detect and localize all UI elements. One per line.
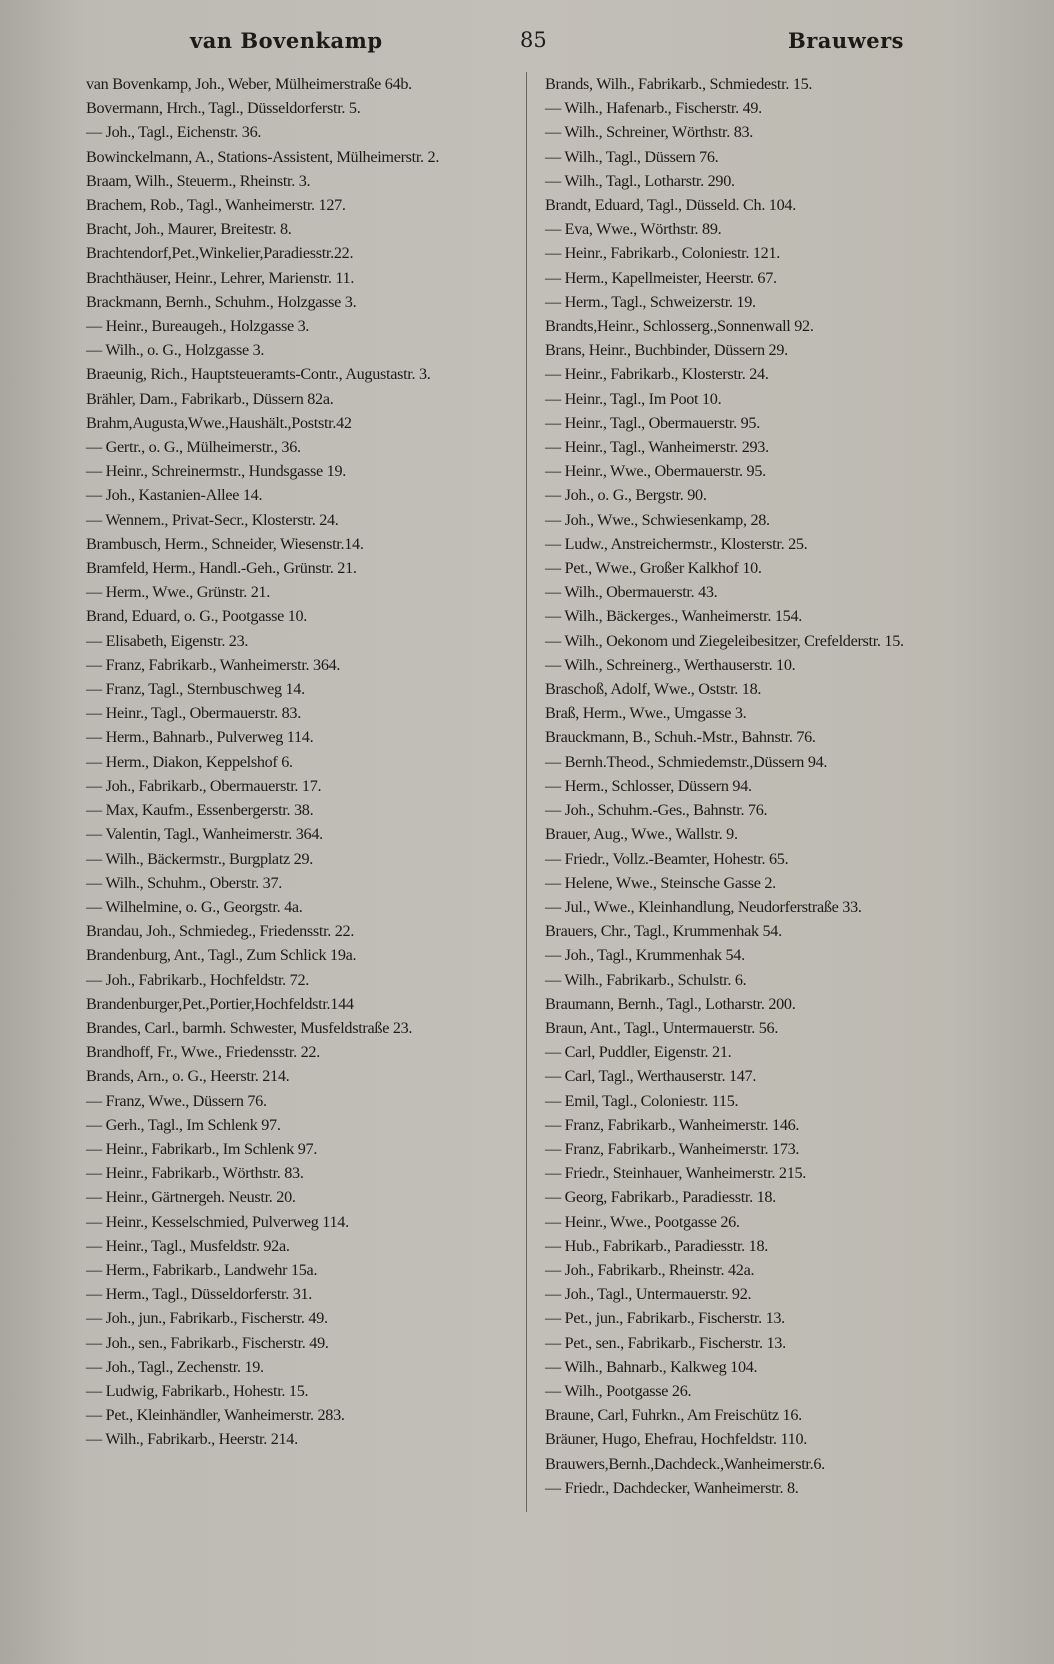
directory-entry: — Wilh., Tagl., Lotharstr. 290. bbox=[545, 171, 735, 190]
directory-entry: — Gertr., o. G., Mülheimerstr., 36. bbox=[86, 438, 301, 457]
directory-entry: Brandes, Carl., barmh. Schwester, Musfeldstraße 23. bbox=[86, 1018, 413, 1037]
directory-entry: — Joh., Schuhm.-Ges., Bahnstr. 76. bbox=[545, 801, 768, 820]
directory-entry: Brambusch, Herm., Schneider, Wiesenstr.14. bbox=[86, 534, 364, 553]
directory-entry: — Heinr., Schreinermstr., Hundsgasse 19. bbox=[86, 462, 347, 481]
directory-entry: Brauers, Chr., Tagl., Krummenhak 54. bbox=[545, 922, 782, 941]
directory-entry: Bracht, Joh., Maurer, Breitestr. 8. bbox=[86, 220, 292, 239]
directory-entry: Brands, Arn., o. G., Heerstr. 214. bbox=[86, 1067, 290, 1086]
directory-entry: Brand, Eduard, o. G., Pootgasse 10. bbox=[86, 607, 308, 626]
directory-entry: — Joh., jun., Fabrikarb., Fischerstr. 49. bbox=[86, 1309, 328, 1328]
directory-entry: — Heinr., Tagl., Obermauerstr. 83. bbox=[86, 704, 301, 723]
directory-entry: Brandts,Heinr., Schlosserg.,Sonnenwall 92. bbox=[545, 317, 814, 336]
directory-entry: Braeunig, Rich., Hauptsteueramts-Contr., Augustastr. 3. bbox=[86, 365, 431, 384]
directory-entry: Brachthäuser, Heinr., Lehrer, Marienstr. 11. bbox=[86, 268, 355, 287]
directory-entry: — Wilh., Schreinerg., Werthauserstr. 10. bbox=[545, 655, 796, 674]
directory-entry: — Helene, Wwe., Steinsche Gasse 2. bbox=[545, 873, 776, 892]
right-column bbox=[545, 72, 973, 1500]
directory-entry: — Pet., sen., Fabrikarb., Fischerstr. 13. bbox=[545, 1333, 786, 1352]
directory-entry: — Wilh., Schuhm., Oberstr. 37. bbox=[86, 873, 282, 892]
header-first-entry: van Bovenkamp bbox=[190, 28, 383, 53]
directory-entry: — Franz, Fabrikarb., Wanheimerstr. 146. bbox=[545, 1115, 800, 1134]
directory-entry: — Franz, Fabrikarb., Wanheimerstr. 173. bbox=[545, 1139, 800, 1158]
directory-entry: — Franz, Tagl., Sternbuschweg 14. bbox=[86, 680, 305, 699]
directory-entry: Brandenburger,Pet.,Portier,Hochfeldstr.144 bbox=[86, 994, 354, 1013]
directory-entry: — Friedr., Steinhauer, Wanheimerstr. 215. bbox=[545, 1164, 807, 1183]
directory-entry: Brandau, Joh., Schmiedeg., Friedensstr. 22. bbox=[86, 922, 355, 941]
directory-entry: — Valentin, Tagl., Wanheimerstr. 364. bbox=[86, 825, 323, 844]
directory-entry: — Joh., Fabrikarb., Obermauerstr. 17. bbox=[86, 776, 322, 795]
directory-entry: — Friedr., Dachdecker, Wanheimerstr. 8. bbox=[545, 1478, 799, 1497]
directory-entry: Braam, Wilh., Steuerm., Rheinstr. 3. bbox=[86, 171, 311, 190]
directory-entry: — Wilh., Fabrikarb., Heerstr. 214. bbox=[86, 1430, 298, 1449]
directory-entry: Braß, Herm., Wwe., Umgasse 3. bbox=[545, 704, 747, 723]
directory-entry: — Heinr., Tagl., Musfeldstr. 92a. bbox=[86, 1236, 290, 1255]
directory-entry: — Ludwig, Fabrikarb., Hohestr. 15. bbox=[86, 1381, 309, 1400]
directory-entry: — Ludw., Anstreichermstr., Klosterstr. 25. bbox=[545, 534, 808, 553]
directory-entry: — Jul., Wwe., Kleinhandlung, Neudorferstraße 33. bbox=[545, 897, 862, 916]
directory-entry: Brauer, Aug., Wwe., Wallstr. 9. bbox=[545, 825, 738, 844]
directory-entry: — Joh., o. G., Bergstr. 90. bbox=[545, 486, 707, 505]
page-number: 85 bbox=[520, 28, 547, 52]
directory-entry: — Herm., Kapellmeister, Heerstr. 67. bbox=[545, 268, 777, 287]
page-header bbox=[70, 20, 984, 60]
directory-entry: — Gerh., Tagl., Im Schlenk 97. bbox=[86, 1115, 281, 1134]
directory-entry: — Heinr., Tagl., Obermauerstr. 95. bbox=[545, 413, 760, 432]
directory-entry: — Wilh., Oekonom und Ziegeleibesitzer, Crefelderstr. 15. bbox=[545, 631, 904, 650]
directory-entry: — Wilh., Fabrikarb., Schulstr. 6. bbox=[545, 970, 747, 989]
directory-entry: Brands, Wilh., Fabrikarb., Schmiedestr. 15. bbox=[545, 75, 813, 93]
directory-entry: Brandt, Eduard, Tagl., Düsseld. Ch. 104. bbox=[545, 196, 796, 215]
directory-entry: — Pet., Kleinhändler, Wanheimerstr. 283. bbox=[86, 1406, 345, 1425]
directory-entry: Brauckmann, B., Schuh.-Mstr., Bahnstr. 76. bbox=[545, 728, 816, 747]
directory-entry: Brans, Heinr., Buchbinder, Düssern 29. bbox=[545, 341, 788, 360]
directory-entry: — Heinr., Wwe., Obermauerstr. 95. bbox=[545, 462, 766, 481]
directory-entry: — Joh., Kastanien-Allee 14. bbox=[86, 486, 263, 505]
directory-entry: — Wilh., Hafenarb., Fischerstr. 49. bbox=[545, 99, 762, 118]
directory-entry: — Carl, Puddler, Eigenstr. 21. bbox=[545, 1043, 732, 1062]
directory-entry: — Franz, Fabrikarb., Wanheimerstr. 364. bbox=[86, 655, 341, 674]
directory-entry: Brauwers,Bernh.,Dachdeck.,Wanheimerstr.6. bbox=[545, 1454, 825, 1473]
directory-entry: — Emil, Tagl., Coloniestr. 115. bbox=[545, 1091, 739, 1110]
directory-entry: — Herm., Bahnarb., Pulverweg 114. bbox=[86, 728, 314, 747]
directory-entry: Bowinckelmann, A., Stations-Assistent, Mülheimerstr. 2. bbox=[86, 147, 440, 166]
directory-entry: Braumann, Bernh., Tagl., Lotharstr. 200. bbox=[545, 994, 796, 1013]
directory-entry: — Pet., jun., Fabrikarb., Fischerstr. 13. bbox=[545, 1309, 785, 1328]
directory-entry: Bovermann, Hrch., Tagl., Düsseldorferstr. 5. bbox=[86, 99, 361, 118]
directory-entry: — Heinr., Kesselschmied, Pulverweg 114. bbox=[86, 1212, 349, 1231]
directory-entry: — Joh., Fabrikarb., Rheinstr. 42a. bbox=[545, 1260, 755, 1279]
directory-entry: — Joh., Wwe., Schwiesenkamp, 28. bbox=[545, 510, 770, 529]
directory-entry: — Wilh., Schreiner, Wörthstr. 83. bbox=[545, 123, 754, 142]
directory-entry: — Joh., Fabrikarb., Hochfeldstr. 72. bbox=[86, 970, 309, 989]
directory-entry: — Wilh., Bäckermstr., Burgplatz 29. bbox=[86, 849, 313, 868]
directory-entry: Brahm,Augusta,Wwe.,Haushält.,Poststr.42 bbox=[86, 413, 352, 432]
directory-entry: — Wilh., Tagl., Düssern 76. bbox=[545, 147, 719, 166]
directory-entry: Braschoß, Adolf, Wwe., Oststr. 18. bbox=[545, 680, 762, 699]
directory-entry: — Wennem., Privat-Secr., Klosterstr. 24. bbox=[86, 510, 339, 529]
directory-entry: Brandhoff, Fr., Wwe., Friedensstr. 22. bbox=[86, 1043, 320, 1062]
directory-entry: — Joh., Tagl., Eichenstr. 36. bbox=[86, 123, 262, 142]
directory-entry: — Heinr., Fabrikarb., Wörthstr. 83. bbox=[86, 1164, 304, 1183]
directory-entry: Brachem, Rob., Tagl., Wanheimerstr. 127. bbox=[86, 196, 346, 215]
directory-entry: — Pet., Wwe., Großer Kalkhof 10. bbox=[545, 559, 762, 578]
directory-entry: — Heinr., Wwe., Pootgasse 26. bbox=[545, 1212, 740, 1231]
directory-entry: Braune, Carl, Fuhrkn., Am Freischütz 16. bbox=[545, 1406, 802, 1425]
directory-entry: — Wilhelmine, o. G., Georgstr. 4a. bbox=[86, 897, 303, 916]
directory-entry: — Heinr., Fabrikarb., Klosterstr. 24. bbox=[545, 365, 769, 384]
directory-entry: — Eva, Wwe., Wörthstr. 89. bbox=[545, 220, 722, 239]
directory-entry: Braun, Ant., Tagl., Untermauerstr. 56. bbox=[545, 1018, 779, 1037]
directory-entry: — Max, Kaufm., Essenbergerstr. 38. bbox=[86, 801, 314, 820]
directory-entry: — Wilh., Obermauerstr. 43. bbox=[545, 583, 718, 602]
directory-entry: — Herm., Schlosser, Düssern 94. bbox=[545, 776, 752, 795]
directory-entry: — Wilh., o. G., Holzgasse 3. bbox=[86, 341, 265, 360]
directory-entry: — Joh., Tagl., Untermauerstr. 92. bbox=[545, 1285, 752, 1304]
header-last-entry: Brauwers bbox=[787, 28, 904, 53]
directory-entry: — Elisabeth, Eigenstr. 23. bbox=[86, 631, 249, 650]
directory-entry: — Heinr., Fabrikarb., Im Schlenk 97. bbox=[86, 1139, 318, 1158]
directory-entry: — Carl, Tagl., Werthauserstr. 147. bbox=[545, 1067, 757, 1086]
directory-entry: Brachtendorf,Pet.,Winkelier,Paradiesstr.22. bbox=[86, 244, 354, 263]
directory-entry: — Heinr., Tagl., Wanheimerstr. 293. bbox=[545, 438, 769, 457]
directory-entry: — Heinr., Tagl., Im Poot 10. bbox=[545, 389, 722, 408]
column-divider bbox=[526, 72, 527, 1512]
directory-entry: — Herm., Tagl., Schweizerstr. 19. bbox=[545, 292, 756, 311]
directory-entry: — Hub., Fabrikarb., Paradiesstr. 18. bbox=[545, 1236, 768, 1255]
directory-entry: — Wilh., Bahnarb., Kalkweg 104. bbox=[545, 1357, 758, 1376]
directory-entry: Bramfeld, Herm., Handl.-Geh., Grünstr. 21. bbox=[86, 559, 357, 578]
directory-entry: — Herm., Tagl., Düsseldorferstr. 31. bbox=[86, 1285, 313, 1304]
left-column bbox=[86, 72, 514, 1452]
directory-entry: Brackmann, Bernh., Schuhm., Holzgasse 3. bbox=[86, 292, 357, 311]
directory-entry: — Friedr., Vollz.-Beamter, Hohestr. 65. bbox=[545, 849, 789, 868]
directory-entry: — Heinr., Fabrikarb., Coloniestr. 121. bbox=[545, 244, 780, 263]
directory-entry: — Heinr., Gärtnergeh. Neustr. 20. bbox=[86, 1188, 296, 1207]
directory-entry: — Heinr., Bureaugeh., Holzgasse 3. bbox=[86, 317, 310, 336]
directory-entry: — Joh., Tagl., Krummenhak 54. bbox=[545, 946, 745, 965]
directory-entry: — Joh., sen., Fabrikarb., Fischerstr. 49. bbox=[86, 1333, 329, 1352]
directory-entry: — Wilh., Pootgasse 26. bbox=[545, 1381, 692, 1400]
directory-entry: — Wilh., Bäckerges., Wanheimerstr. 154. bbox=[545, 607, 802, 626]
directory-entry: — Herm., Wwe., Grünstr. 21. bbox=[86, 583, 271, 602]
directory-entry: — Bernh.Theod., Schmiedemstr.,Düssern 94. bbox=[545, 752, 828, 771]
directory-entry: — Franz, Wwe., Düssern 76. bbox=[86, 1091, 267, 1110]
directory-entry: — Herm., Fabrikarb., Landwehr 15a. bbox=[86, 1260, 318, 1279]
directory-entry: Brähler, Dam., Fabrikarb., Düssern 82a. bbox=[86, 389, 334, 408]
directory-entry: — Herm., Diakon, Keppelshof 6. bbox=[86, 752, 293, 771]
directory-entry: — Joh., Tagl., Zechenstr. 19. bbox=[86, 1357, 264, 1376]
directory-entry: Brandenburg, Ant., Tagl., Zum Schlick 19a. bbox=[86, 946, 357, 965]
directory-entry: — Georg, Fabrikarb., Paradiesstr. 18. bbox=[545, 1188, 776, 1207]
directory-entry: Bräuner, Hugo, Ehefrau, Hochfeldstr. 110. bbox=[545, 1430, 808, 1449]
directory-entry: van Bovenkamp, Joh., Weber, Mülheimerstraße 64b. bbox=[86, 75, 412, 93]
